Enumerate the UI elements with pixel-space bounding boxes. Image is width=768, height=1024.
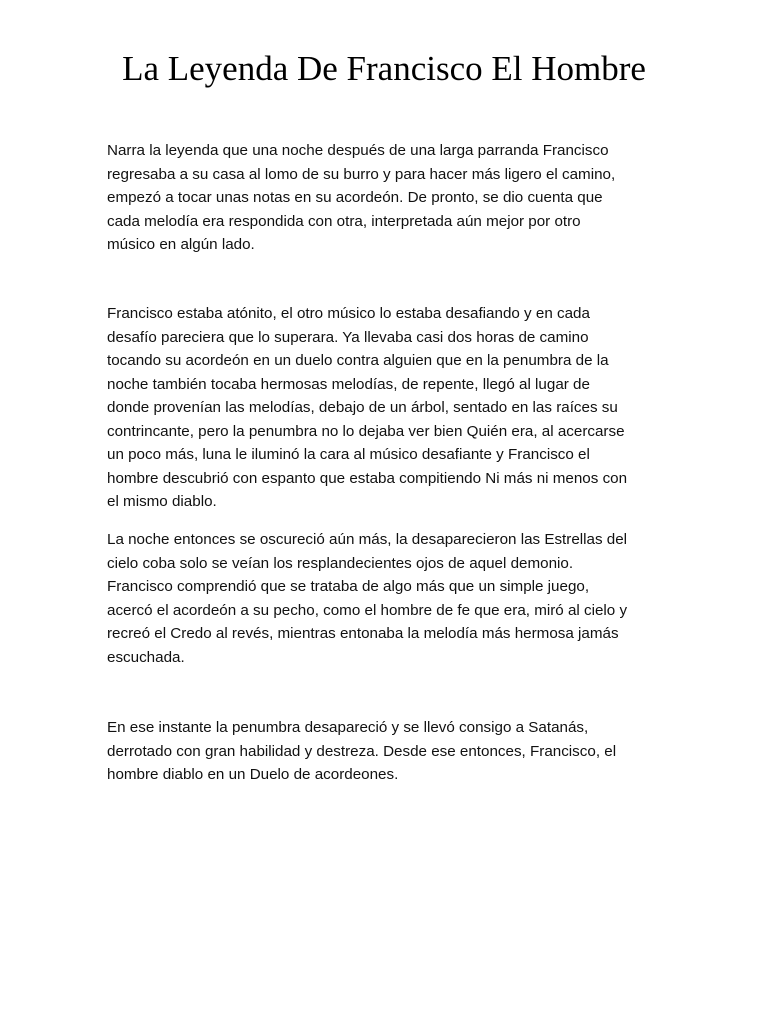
paragraph-1: Narra la leyenda que una noche después de una larga parranda Francisco regresaba a su casa al lomo de su burro y para hacer más ligero el camino, empezó a tocar unas notas en su acordeón. De pronto, se dio cuenta que cada melodía era respondida con otra, interpretada aún mejor por otro músico en algún lado. — [107, 142, 616, 253]
paragraph-2: Francisco estaba atónito, el otro músico lo estaba desafiando y en cada desafío pareciera que lo superara. Ya llevaba casi dos horas de camino tocando su acordeón en un duelo contra alguien que en la penumbra de la noche también tocaba hermosas melodías, de repente, llegó al lugar de donde provenían las melodías, debajo de un árbol, sentado en las raíces su contrincante, pero la penumbra no lo dejaba ver bien Quién era, al acercarse un poco más, luna le iluminó la cara al músico desafiante y Francisco el hombre descubrió con espanto que estaba compitiendo Ni más ni menos con el mismo diablo. — [107, 305, 628, 510]
paragraph-4: En ese instante la penumbra desapareció y se llevó consigo a Satanás, derrotado con gran habilidad y destreza. Desde ese entonces, Francisco, el hombre diablo en un Duelo de acordeones. — [107, 719, 617, 783]
document-title: La Leyenda De Francisco El Hombre — [122, 49, 646, 88]
paragraph-3: La noche entonces se oscureció aún más, la desaparecieron las Estrellas del cielo coba solo se veían los resplandecientes ojos de aquel demonio. Francisco comprendió que se trataba de algo más que un simple juego, acercó el acordeón a su pecho, como el hombre de fe que era, miró al cielo y recreó el Credo al revés, mientras entonaba la melodía más hermosa jamás escuchada. — [107, 531, 628, 666]
